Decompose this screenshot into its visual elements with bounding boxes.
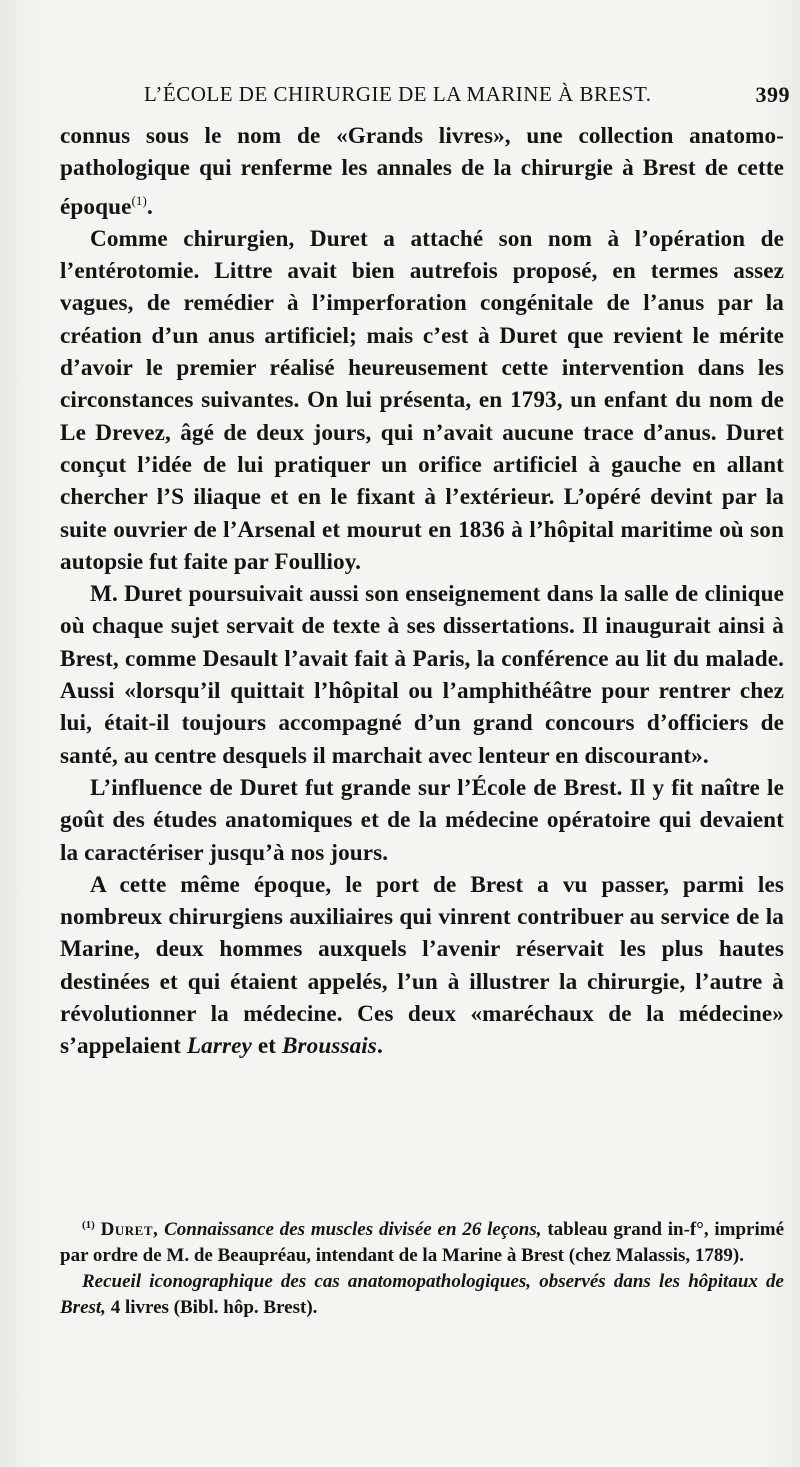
paragraph-1-text: connus sous le nom de «Grands livres», une collection anatomo-pathologique qui renferme les annales de la chirurgie à Brest de cette époque [60,123,784,220]
footnote-2-title: Recueil iconographique des cas anatomopathologiques, observés dans les hôpitaux de Brest, [60,1271,784,1318]
footnote-1-author: Duret, [100,1219,159,1240]
paragraph-2: Comme chirurgien, Duret a attaché son nom à l’opération de l’entérotomie. Littre avait bien autrefois proposé, en termes assez vagues, de remédier à l’imperforation congénitale de l’anus par la création d’un anus artificiel; mais c’est à Duret que revient le mérite d’avoir le premier réalisé heureusement cette intervention dans les circonstances suivantes. On lui présenta, en 1793, un enfant du nom de Le Drevez, âgé de deux jours, qui n’avait aucune trace d’anus. Duret conçut l’idée de lui pratiquer un orifice artificiel à gauche en allant chercher l’S iliaque et en le fixant à l’extérieur. L’opéré devint par la suite ouvrier de l’Arsenal et mourut en 1836 à l’hôpital maritime où son autopsie fut faite par Foullioy. [60,225,784,575]
paragraph-5 [60,869,784,1063]
paragraph-5-conj: et [251,1033,282,1060]
paragraph-4: L’influence de Duret fut grande sur l’École de Brest. Il y fit naître le goût des études anatomiques et de la médecine opératoire qui devaient la caractériser jusqu’à nos jours. [60,774,784,866]
footnote-1-rest: tableau grand in-f°, imprimé par ordre de M. de Beaupréau, intendant de la Marine à Brest (chez Malassis, 1789). [60,1219,785,1266]
paragraph-1-tail: . [146,193,153,220]
page-number: 399 [755,82,790,107]
paragraph-5-tail: . [376,1033,383,1060]
body-text [60,120,784,1063]
paragraph-1 [60,120,784,223]
footnote-1-title: Connaissance des muscles divisée en 26 leçons, [164,1219,542,1240]
paragraph-5-text: A cette même époque, le port de Brest a vu passer, parmi les nombreux chirurgiens auxiliaires qui vinrent contribuer au service de la Marine, deux hommes auxquels l’avenir réservait les plus hautes destinées et qui étaient appelés, l’un à illustrer la chirurgie, l’autre à révolutionner la médecine. Ces deux «maréchaux de la médecine» s’appelaient [60,871,784,1060]
footnote-ref-1: (1) [131,192,147,208]
footnote-1-marker: (1) [82,1219,95,1231]
footnote-1 [60,1212,784,1269]
name-broussais: Broussais [281,1033,377,1060]
footnote-2 [60,1269,784,1321]
running-title: L’ÉCOLE DE CHIRURGIE DE LA MARINE À BREST. [144,82,652,106]
footnotes [60,1212,784,1321]
name-larrey: Larrey [186,1033,252,1060]
running-head [60,82,790,112]
footnote-2-rest: 4 livres (Bibl. hôp. Brest). [110,1297,318,1318]
paragraph-3: M. Duret poursuivait aussi son enseignement dans la salle de clinique où chaque sujet servait de texte à ses dissertations. Il inaugurait ainsi à Brest, comme Desault l’avait fait à Paris, la conférence au lit du malade. Aussi «lorsqu’il quittait l’hôpital ou l’amphithéâtre pour rentrer chez lui, était-il toujours accompagné d’un grand concours d’officiers de santé, au centre desquels il marchait avec lenteur en discourant». [60,581,784,769]
